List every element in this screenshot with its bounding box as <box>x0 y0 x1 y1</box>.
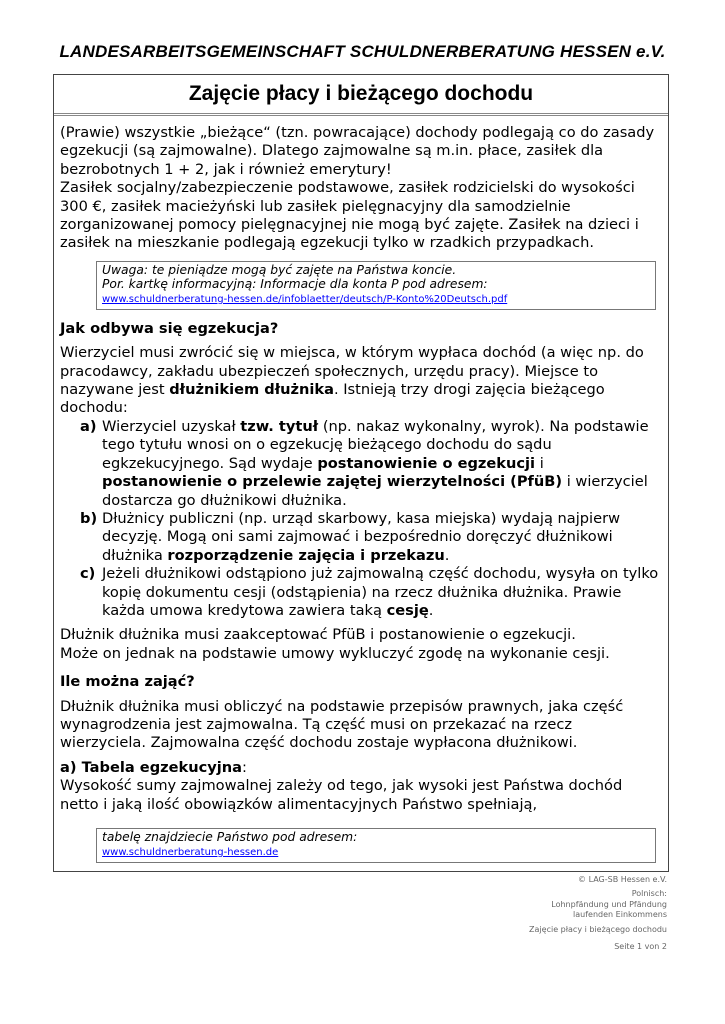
note-line: Uwaga: te pieniądze mogą być zajęte na Państwa koncie. <box>102 262 457 277</box>
list-item-a: a) Wierzyciel uzyskał tzw. tytuł (np. nakaz wykonalny, wyrok). Na podstawie tego tytułu wnosi on o egzekucję bieżącego dochodu do sądu egkzekucyjnego. Sąd wydaje postanowienie o egzekucji i postanowienie o przelewie zajętej wierzytelności (PfüB) i wierzyciel dostarcza go dłużnikowi dłużnika. <box>80 417 649 509</box>
paragraph: Może on jednak na podstawie umowy wykluczyć zgodę na wykonanie cesji. <box>60 644 610 662</box>
intro-paragraph-1: (Prawie) wszystkie „bieżące“ (tzn. powracające) dochody podlegają co do zasady egzekucji (są zajmowalne). Dlatego zajmowalne są m.in. płace, zasiłek dla bezrobotnych 1 + 2, jak i również emerytury! <box>60 124 655 178</box>
paragraph: Wysokość sumy zajmowalnej zależy od tego, jak wysoki jest Państwa dochód netto i jaką ilość obowiązków alimentacyjnych Państwo spełniają, <box>60 777 623 813</box>
paragraph: Dłużnik dłużnika musi zaakceptować PfüB i postanowienie o egzekucji. <box>60 626 576 644</box>
intro-paragraph-2: Zasiłek socjalny/zabezpieczenie podstawowe, zasiłek rodzicielski do wysokości 300 €, zasiłek macieżyński lub zasiłek pielęgnacyjny dla samodzielnie zorganizowanej pomocy pielęgnacyjnej nie mogą być zajęte. Zasiłek na dzieci i zasiłek na mieszkanie podlegają egzekucji tylko w rzadkich przypadkach. <box>60 179 639 252</box>
subheading: a) Tabela egzekucyjna: <box>60 758 247 776</box>
paragraph: Wierzyciel musi zwrócić się w miejsca, w którym wypłaca dochód (a więc np. do pracodawcy, zakładu ubezpieczeń społecznych, urzędu pracy). Miejsce to nazywane jest dłużnikiem dłużnika. Istnieją trzy drogi zajęcia bieżącego dochodu: <box>60 344 644 417</box>
note-box-table <box>96 828 656 863</box>
list-item-b: b) Dłużnicy publiczni (np. urząd skarbowy, kasa miejska) wydają najpierw decyzję. Mogą oni sami zajmować i bezpośrednio doręczyć dłużnikowi dłużnika rozporządzenie zajęcia i przekazu. <box>80 509 621 564</box>
pkonto-link[interactable]: www.schuldnerberatung-hessen.de/infoblaetter/deutsch/P-Konto%20Deutsch.pdf <box>102 293 508 305</box>
note-line: tabelę znajdziecie Państwo pod adresem: <box>102 830 358 844</box>
paragraph: Dłużnik dłużnika musi obliczyć na podstawie przepisów prawnych, jaka część wynagrodzenia jest zajmowalna. Tą część musi on przekazać na rzecz wierzyciela. Zajmowalna część dochodu zostaje wypłacona dłużnikowi. <box>60 697 624 752</box>
footer-copyright: © LAG-SB Hessen e.V. <box>578 875 667 884</box>
page-number: Seite 1 von 2 <box>614 942 667 951</box>
section-heading: Ile można zająć? <box>60 673 195 691</box>
note-box-pkonto <box>96 261 656 310</box>
note-line: Por. kartkę informacyjną: Informacje dla konta P pod adresem: <box>102 276 488 291</box>
section-heading: Jak odbywa się egzekucja? <box>60 319 279 337</box>
table-link[interactable]: www.schuldnerberatung-hessen.de <box>102 847 279 858</box>
content-box <box>53 74 669 872</box>
page-title: Zajęcie płacy i bieżącego dochodu <box>54 75 668 116</box>
footer-language: Polnisch: Lohnpfändung und Pfändung laufenden Einkommens <box>551 889 667 919</box>
list-item-c: c) Jeżeli dłużnikowi odstąpiono już zajmowalną część dochodu, wysyła on tylko kopię dokumentu cesji (odstąpienia) na rzecz dłużnika dłużnika. Prawie każda umowa kredytowa zawiera taką cesję. <box>80 565 659 619</box>
organization-header: LANDESARBEITSGEMEINSCHAFT SCHULDNERBERATUNG HESSEN e.V. <box>59 42 666 61</box>
footer-title: Zajęcie płacy i bieżącego dochodu <box>529 925 667 934</box>
